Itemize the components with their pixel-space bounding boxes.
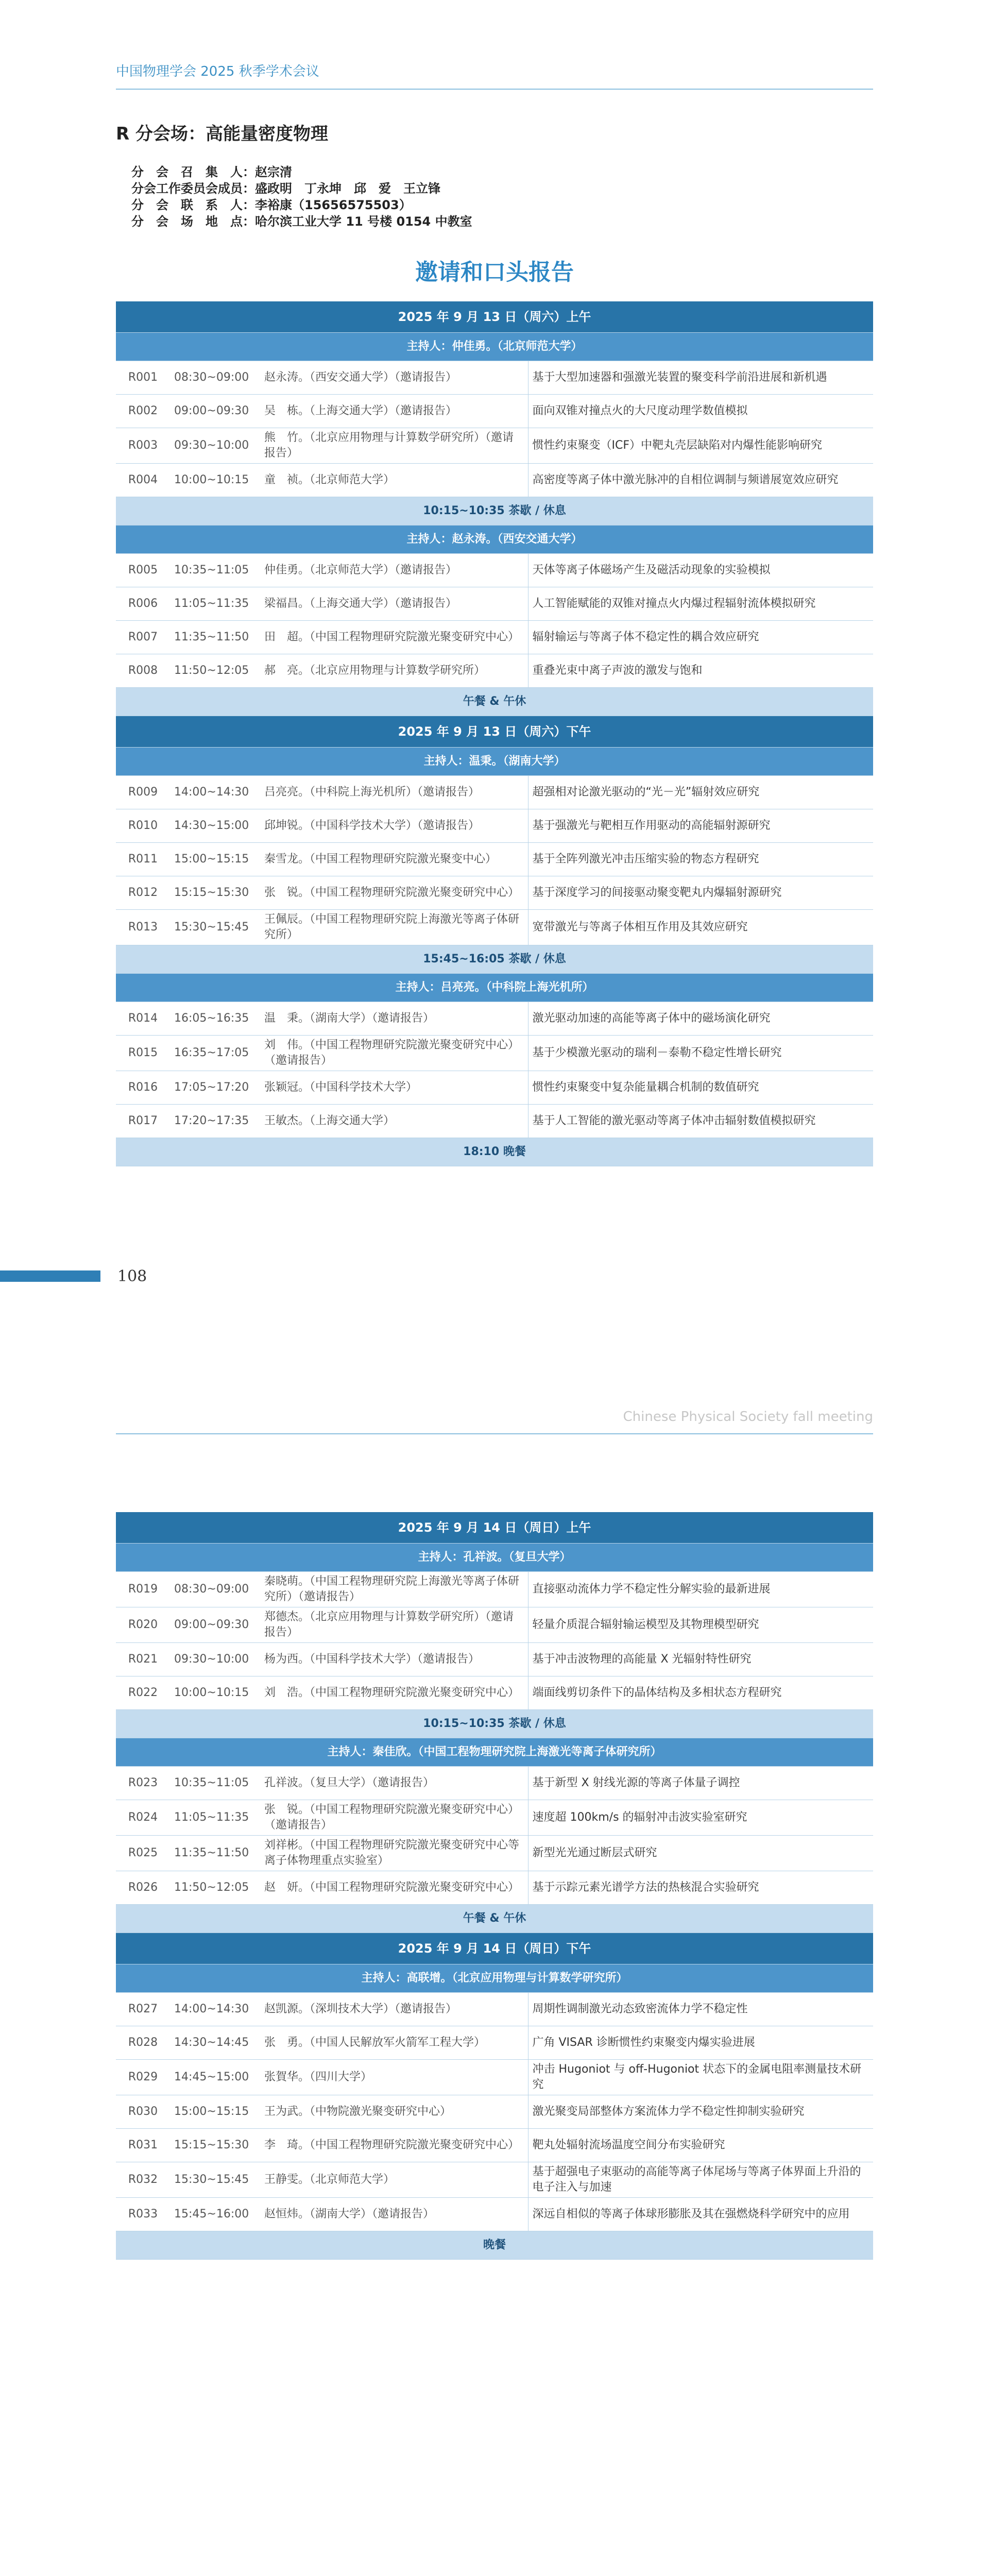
talk-time: 09:30~10:00: [170, 1643, 260, 1676]
talk-title: 周期性调制激光动态致密流体力学不稳定性: [528, 1993, 873, 2026]
schedule-row: [116, 2060, 873, 2095]
day-header: [116, 716, 873, 748]
talk-id: R033: [116, 2198, 170, 2231]
page-109: [0, 1391, 989, 2576]
talk-title: 基于大型加速器和强激光装置的聚变科学前沿进展和新机遇: [528, 361, 873, 395]
schedule-row: [116, 1800, 873, 1836]
talk-speaker: 王静雯。（北京师范大学）: [260, 2162, 528, 2198]
talk-speaker: 童 祯。（北京师范大学）: [260, 464, 528, 497]
schedule-row: [116, 654, 873, 688]
talk-id: R015: [116, 1036, 170, 1071]
session-info: [131, 164, 472, 230]
talk-time: 09:30~10:00: [170, 428, 260, 464]
schedule-row: [116, 2026, 873, 2060]
chair-row-text: 主持人：高联增。（北京应用物理与计算数学研究所）: [116, 1964, 873, 1993]
talk-id: R032: [116, 2162, 170, 2198]
talk-speaker: 刘 伟。（中国工程物理研究院激光聚变研究中心）（邀请报告）: [260, 1036, 528, 1071]
talk-id: R008: [116, 654, 170, 688]
day-header: [116, 301, 873, 333]
talk-time: 11:05~11:35: [170, 1800, 260, 1836]
page-header-title: 中国物理学会 2025 秋季学术会议: [116, 64, 319, 79]
chair-row-text: 主持人：温秉。（湖南大学）: [116, 748, 873, 776]
talk-title: 激光驱动加速的高能等离子体中的磁场演化研究: [528, 1002, 873, 1036]
talk-id: R002: [116, 395, 170, 428]
section-title-invited: 邀请和口头报告: [415, 259, 574, 285]
break-row: [116, 1905, 873, 1933]
talk-speaker: 熊 竹。（北京应用物理与计算数学研究所）（邀请报告）: [260, 428, 528, 464]
day-header-text: 2025 年 9 月 14 日（周日）上午: [116, 1512, 873, 1544]
talk-title: 直接驱动流体力学不稳定性分解实验的最新进展: [528, 1572, 873, 1607]
talk-speaker: 秦雪龙。（中国工程物理研究院激光聚变中心）: [260, 843, 528, 876]
talk-time: 14:45~15:00: [170, 2060, 260, 2095]
talk-speaker: 张賀华。（四川大学）: [260, 2060, 528, 2095]
talk-speaker: 王为武。（中物院激光聚变研究中心）: [260, 2095, 528, 2129]
talk-id: R005: [116, 554, 170, 587]
break-row: [116, 2231, 873, 2260]
talk-time: 11:50~12:05: [170, 654, 260, 688]
talk-title: 高密度等离子体中激光脉冲的自相位调制与频谱展宽效应研究: [528, 464, 873, 497]
talk-speaker: 温 秉。（湖南大学）（邀请报告）: [260, 1002, 528, 1036]
day-header: [116, 1933, 873, 1964]
talk-title: 冲击 Hugoniot 与 off-Hugoniot 状态下的金属电阻率测量技术研究: [528, 2060, 873, 2095]
talk-time: 08:30~09:00: [170, 361, 260, 395]
talk-speaker: 张颖冠。（中国科学技术大学）: [260, 1071, 528, 1105]
talk-title: 人工智能赋能的双锥对撞点火内爆过程辐射流体模拟研究: [528, 587, 873, 621]
talk-title: 基于全阵列激光冲击压缩实验的物态方程研究: [528, 843, 873, 876]
talk-id: R010: [116, 809, 170, 843]
talk-time: 09:00~09:30: [170, 395, 260, 428]
schedule-row: [116, 1105, 873, 1138]
chair-row-text: 主持人：赵永涛。（西安交通大学）: [116, 526, 873, 554]
talk-id: R021: [116, 1643, 170, 1676]
talk-time: 15:30~15:45: [170, 910, 260, 945]
talk-title: 基于强激光与靶相互作用驱动的高能辐射源研究: [528, 809, 873, 843]
talk-time: 11:35~11:50: [170, 621, 260, 654]
schedule-row: [116, 1767, 873, 1800]
talk-title: 速度超 100km/s 的辐射冲击波实验室研究: [528, 1800, 873, 1836]
talk-time: 10:00~10:15: [170, 464, 260, 497]
talk-id: R001: [116, 361, 170, 395]
schedule-row: [116, 809, 873, 843]
talk-speaker: 张 锐。（中国工程物理研究院激光聚变研究中心）（邀请报告）: [260, 1800, 528, 1836]
talk-title: 端面线剪切条件下的晶体结构及多相状态方程研究: [528, 1676, 873, 1710]
talk-id: R013: [116, 910, 170, 945]
schedule-row: [116, 621, 873, 654]
talk-time: 08:30~09:00: [170, 1572, 260, 1607]
talk-time: 15:45~16:00: [170, 2198, 260, 2231]
break-row: [116, 497, 873, 526]
talk-id: R009: [116, 776, 170, 809]
talk-id: R011: [116, 843, 170, 876]
talk-speaker: 刘 浩。（中国工程物理研究院激光聚变研究中心）: [260, 1676, 528, 1710]
talk-time: 16:05~16:35: [170, 1002, 260, 1036]
talk-title: 面向双锥对撞点火的大尺度动理学数值模拟: [528, 395, 873, 428]
chair-row: [116, 1738, 873, 1767]
session-title: R 分会场：高能量密度物理: [116, 124, 329, 144]
talk-time: 14:30~15:00: [170, 809, 260, 843]
day-header-text: 2025 年 9 月 13 日（周六）下午: [116, 716, 873, 748]
schedule-row: [116, 910, 873, 945]
talk-time: 15:15~15:30: [170, 876, 260, 910]
talk-speaker: 张 锐。（中国工程物理研究院激光聚变研究中心）: [260, 876, 528, 910]
schedule-row: [116, 1572, 873, 1607]
session-info-committee: 分会工作委员会成员：盛政明 丁永坤 邱 爱 王立锋: [131, 181, 440, 196]
talk-speaker: 杨为西。（中国科学技术大学）（邀请报告）: [260, 1643, 528, 1676]
talk-speaker: 李 琦。（中国工程物理研究院激光聚变研究中心）: [260, 2129, 528, 2162]
talk-title: 广角 VISAR 诊断惯性约束聚变内爆实验进展: [528, 2026, 873, 2060]
talk-id: R028: [116, 2026, 170, 2060]
talk-id: R031: [116, 2129, 170, 2162]
schedule-row: [116, 1002, 873, 1036]
talk-id: R022: [116, 1676, 170, 1710]
schedule-row: [116, 395, 873, 428]
talk-speaker: 邱坤锐。（中国科学技术大学）（邀请报告）: [260, 809, 528, 843]
break-row: [116, 688, 873, 716]
talk-id: R014: [116, 1002, 170, 1036]
schedule-row: [116, 1676, 873, 1710]
talk-time: 17:05~17:20: [170, 1071, 260, 1105]
talk-time: 11:05~11:35: [170, 587, 260, 621]
schedule-table-day1: [116, 301, 873, 1166]
break-row-text: 10:15~10:35 茶歇 / 休息: [116, 1710, 873, 1738]
talk-speaker: 仲佳勇。（北京师范大学）（邀请报告）: [260, 554, 528, 587]
schedule-row: [116, 1036, 873, 1071]
schedule-row: [116, 464, 873, 497]
break-row-text: 18:10 晚餐: [116, 1138, 873, 1166]
talk-id: R026: [116, 1871, 170, 1905]
chair-row: [116, 333, 873, 361]
session-info-contact: 分 会 联 系 人：李裕康（15656575503）: [131, 198, 412, 212]
talk-title: 基于少模激光驱动的瑞利－泰勒不稳定性增长研究: [528, 1036, 873, 1071]
talk-title: 基于人工智能的激光驱动等离子体冲击辐射数值模拟研究: [528, 1105, 873, 1138]
break-row-text: 午餐 & 午休: [116, 688, 873, 716]
schedule-row: [116, 2095, 873, 2129]
talk-title: 基于冲击波物理的高能量 X 光辐射特性研究: [528, 1643, 873, 1676]
talk-speaker: 王敏杰。（上海交通大学）: [260, 1105, 528, 1138]
break-row: [116, 945, 873, 974]
talk-title: 惯性约束聚变（ICF）中靶丸壳层缺陷对内爆性能影响研究: [528, 428, 873, 464]
talk-speaker: 刘祥彬。（中国工程物理研究院激光聚变研究中心等离子体物理重点实验室）: [260, 1836, 528, 1871]
talk-speaker: 梁福昌。（上海交通大学）（邀请报告）: [260, 587, 528, 621]
schedule-row: [116, 876, 873, 910]
talk-title: 基于示踪元素光谱学方法的热核混合实验研究: [528, 1871, 873, 1905]
talk-speaker: 秦晓萌。（中国工程物理研究院上海激光等离子体研究所）（邀请报告）: [260, 1572, 528, 1607]
talk-title: 基于新型 X 射线光源的等离子体量子调控: [528, 1767, 873, 1800]
talk-title: 基于深度学习的间接驱动聚变靶丸内爆辐射源研究: [528, 876, 873, 910]
schedule-row: [116, 1607, 873, 1643]
chair-row: [116, 1544, 873, 1572]
talk-speaker: 吴 栋。（上海交通大学）（邀请报告）: [260, 395, 528, 428]
talk-time: 10:35~11:05: [170, 554, 260, 587]
break-row-text: 午餐 & 午休: [116, 1905, 873, 1933]
page-number: 108: [117, 1267, 147, 1285]
talk-speaker: 王佩辰。（中国工程物理研究院上海激光等离子体研究所）: [260, 910, 528, 945]
talk-time: 15:00~15:15: [170, 2095, 260, 2129]
schedule-table-day2: [116, 1512, 873, 2260]
talk-id: R017: [116, 1105, 170, 1138]
schedule-row: [116, 361, 873, 395]
talk-id: R027: [116, 1993, 170, 2026]
talk-title: 超强相对论激光驱动的“光－光”辐射效应研究: [528, 776, 873, 809]
talk-time: 14:30~14:45: [170, 2026, 260, 2060]
talk-id: R004: [116, 464, 170, 497]
day-header: [116, 1512, 873, 1544]
talk-time: 15:00~15:15: [170, 843, 260, 876]
schedule-row: [116, 2162, 873, 2198]
talk-title: 宽带激光与等离子体相互作用及其效应研究: [528, 910, 873, 945]
chair-row-text: 主持人：仲佳勇。（北京师范大学）: [116, 333, 873, 361]
schedule-row: [116, 1871, 873, 1905]
header-divider: [116, 89, 873, 90]
talk-speaker: 赵恒炜。（湖南大学）（邀请报告）: [260, 2198, 528, 2231]
schedule-row: [116, 1993, 873, 2026]
talk-title: 靶丸处辐射流场温度空间分布实验研究: [528, 2129, 873, 2162]
break-row: [116, 1710, 873, 1738]
talk-time: 14:00~14:30: [170, 1993, 260, 2026]
page-number-bar: [0, 1270, 100, 1282]
schedule-row: [116, 776, 873, 809]
break-row-text: 晚餐: [116, 2231, 873, 2260]
schedule-row: [116, 1836, 873, 1871]
schedule-row: [116, 2129, 873, 2162]
talk-speaker: 赵 妍。（中国工程物理研究院激光聚变研究中心）: [260, 1871, 528, 1905]
talk-time: 14:00~14:30: [170, 776, 260, 809]
header-divider: [116, 1433, 873, 1434]
talk-id: R003: [116, 428, 170, 464]
talk-id: R020: [116, 1607, 170, 1643]
break-row: [116, 1138, 873, 1166]
talk-speaker: 郝 亮。（北京应用物理与计算数学研究所）: [260, 654, 528, 688]
schedule-row: [116, 554, 873, 587]
talk-time: 15:15~15:30: [170, 2129, 260, 2162]
talk-time: 11:35~11:50: [170, 1836, 260, 1871]
talk-id: R029: [116, 2060, 170, 2095]
talk-id: R006: [116, 587, 170, 621]
talk-speaker: 郑德杰。（北京应用物理与计算数学研究所）（邀请报告）: [260, 1607, 528, 1643]
talk-speaker: 赵凯源。（深圳技术大学）（邀请报告）: [260, 1993, 528, 2026]
chair-row: [116, 526, 873, 554]
talk-title: 轻量介质混合辐射输运模型及其物理模型研究: [528, 1607, 873, 1643]
chair-row-text: 主持人：秦佳欣。（中国工程物理研究院上海激光等离子体研究所）: [116, 1738, 873, 1767]
break-row-text: 15:45~16:05 茶歇 / 休息: [116, 945, 873, 974]
talk-id: R007: [116, 621, 170, 654]
talk-id: R024: [116, 1800, 170, 1836]
schedule-row: [116, 2198, 873, 2231]
talk-title: 新型光光通过断层式研究: [528, 1836, 873, 1871]
schedule-row: [116, 843, 873, 876]
talk-time: 10:35~11:05: [170, 1767, 260, 1800]
talk-speaker: 孔祥波。（复旦大学）（邀请报告）: [260, 1767, 528, 1800]
talk-id: R025: [116, 1836, 170, 1871]
talk-id: R019: [116, 1572, 170, 1607]
talk-time: 09:00~09:30: [170, 1607, 260, 1643]
talk-id: R016: [116, 1071, 170, 1105]
talk-title: 天体等离子体磁场产生及磁活动现象的实验模拟: [528, 554, 873, 587]
day-header-text: 2025 年 9 月 13 日（周六）上午: [116, 301, 873, 333]
schedule-row: [116, 1643, 873, 1676]
break-row-text: 10:15~10:35 茶歇 / 休息: [116, 497, 873, 526]
session-info-venue: 分 会 场 地 点：哈尔滨工业大学 11 号楼 0154 中教室: [131, 214, 472, 229]
page-header-watermark: Chinese Physical Society fall meeting: [623, 1409, 873, 1425]
talk-time: 17:20~17:35: [170, 1105, 260, 1138]
session-info-convener: 分 会 召 集 人：赵宗清: [131, 165, 292, 179]
talk-title: 深远自相似的等离子体球形膨胀及其在强燃烧科学研究中的应用: [528, 2198, 873, 2231]
talk-speaker: 田 超。（中国工程物理研究院激光聚变研究中心）: [260, 621, 528, 654]
talk-speaker: 张 勇。（中国人民解放军火箭军工程大学）: [260, 2026, 528, 2060]
talk-title: 辐射输运与等离子体不稳定性的耦合效应研究: [528, 621, 873, 654]
talk-id: R030: [116, 2095, 170, 2129]
day-header-text: 2025 年 9 月 14 日（周日）下午: [116, 1933, 873, 1964]
chair-row-text: 主持人：孔祥波。（复旦大学）: [116, 1544, 873, 1572]
talk-speaker: 吕亮亮。（中科院上海光机所）（邀请报告）: [260, 776, 528, 809]
talk-title: 基于超强电子束驱动的高能等离子体尾场与等离子体界面上升沿的电子注入与加速: [528, 2162, 873, 2198]
chair-row-text: 主持人：吕亮亮。（中科院上海光机所）: [116, 974, 873, 1002]
talk-time: 10:00~10:15: [170, 1676, 260, 1710]
talk-title: 惯性约束聚变中复杂能量耦合机制的数值研究: [528, 1071, 873, 1105]
schedule-row: [116, 587, 873, 621]
chair-row: [116, 974, 873, 1002]
schedule-row: [116, 428, 873, 464]
talk-title: 激光聚变局部整体方案流体力学不稳定性抑制实验研究: [528, 2095, 873, 2129]
talk-time: 15:30~15:45: [170, 2162, 260, 2198]
talk-id: R023: [116, 1767, 170, 1800]
talk-title: 重叠光束中离子声波的激发与饱和: [528, 654, 873, 688]
talk-id: R012: [116, 876, 170, 910]
chair-row: [116, 748, 873, 776]
talk-time: 16:35~17:05: [170, 1036, 260, 1071]
talk-time: 11:50~12:05: [170, 1871, 260, 1905]
chair-row: [116, 1964, 873, 1993]
schedule-row: [116, 1071, 873, 1105]
talk-speaker: 赵永涛。（西安交通大学）（邀请报告）: [260, 361, 528, 395]
